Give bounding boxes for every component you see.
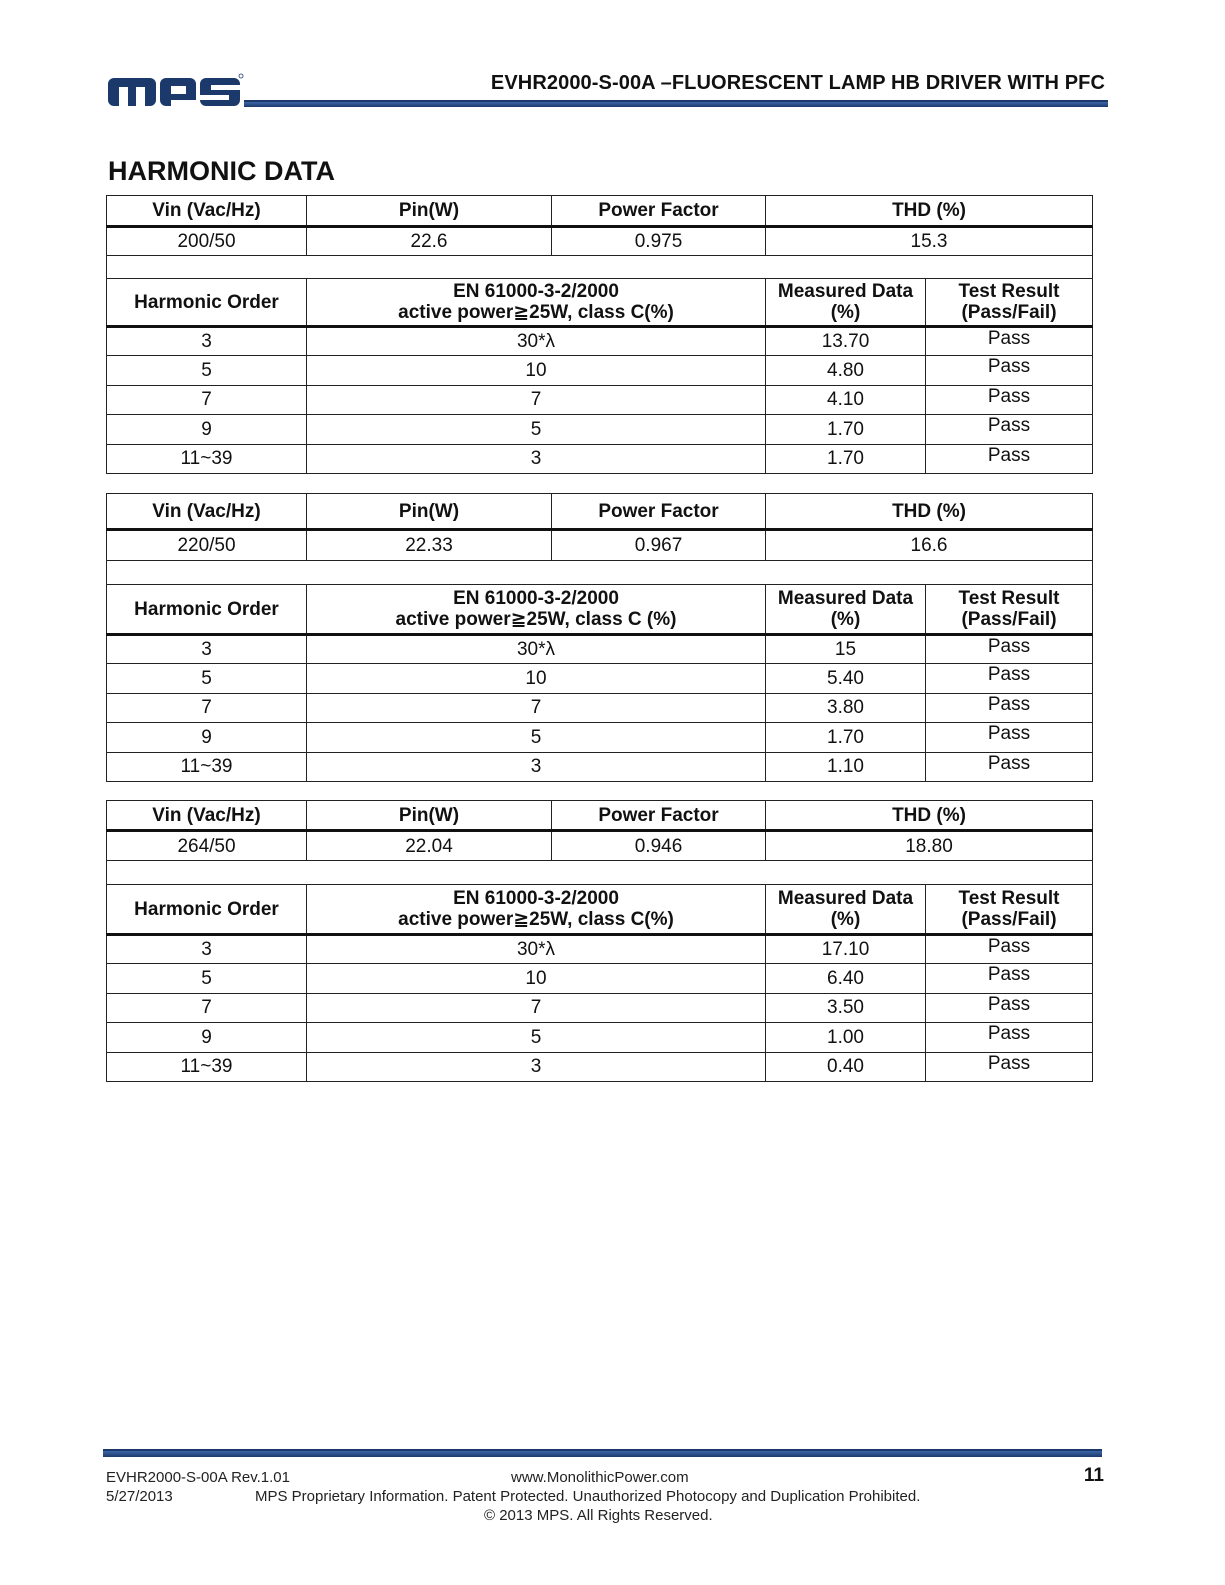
harmonic-table [106,195,1093,474]
limit-value: 10 [307,356,766,385]
harmonic-order: 5 [107,964,307,993]
spacer-row [107,561,1093,585]
footer-notice: MPS Proprietary Information. Patent Protected. Unauthorized Photocopy and Duplication Prohibited. [255,1488,921,1505]
test-result: Pass [926,415,1093,444]
harmonic-order: 7 [107,693,307,722]
summary-header: Power Factor [552,801,766,831]
limit-header [307,279,766,327]
table-row [107,935,1093,964]
summary-value: 200/50 [107,227,307,256]
summary-header: Power Factor [552,494,766,530]
harmonic-order: 3 [107,935,307,964]
test-result: Pass [926,964,1093,993]
spacer-row [107,256,1093,279]
limit-header-line1: EN 61000-3-2/2000 [453,588,619,609]
table-row [107,993,1093,1022]
result-header [926,279,1093,327]
limit-value: 5 [307,723,766,752]
summary-value: 264/50 [107,831,307,861]
test-result: Pass [926,693,1093,722]
limit-value: 30*λ [307,635,766,664]
summary-value: 220/50 [107,530,307,561]
table-row [107,1023,1093,1052]
measured-value: 4.80 [766,356,926,385]
harmonic-order: 11~39 [107,444,307,473]
harmonic-order: 3 [107,327,307,356]
table-row [107,964,1093,993]
harmonic-order: 5 [107,664,307,693]
measured-value: 17.10 [766,935,926,964]
measured-header-line1: Measured Data [777,588,914,609]
limit-value: 5 [307,415,766,444]
measured-value: 5.40 [766,664,926,693]
result-header-line2: (Pass/Fail) [961,302,1057,323]
measured-value: 4.10 [766,385,926,414]
summary-header: Power Factor [552,196,766,227]
summary-header: Pin(W) [307,801,552,831]
harmonic-order: 3 [107,635,307,664]
limit-value: 7 [307,993,766,1022]
test-result: Pass [926,1023,1093,1052]
test-result: Pass [926,385,1093,414]
measured-value: 1.70 [766,723,926,752]
limit-header-line2: active power≧25W, class C (%) [395,609,677,630]
test-result: Pass [926,327,1093,356]
limit-value: 30*λ [307,327,766,356]
footer-rule [103,1449,1102,1458]
limit-header [307,885,766,935]
limit-value: 3 [307,444,766,473]
mps-logo [108,70,244,108]
summary-value: 15.3 [766,227,1093,256]
summary-header: Vin (Vac/Hz) [107,494,307,530]
measured-value: 13.70 [766,327,926,356]
summary-header: Pin(W) [307,196,552,227]
measured-value: 3.80 [766,693,926,722]
limit-header-line1: EN 61000-3-2/2000 [453,281,619,302]
document-title: EVHR2000-S-00A –FLUORESCENT LAMP HB DRIVER WITH PFC [490,72,1105,94]
summary-value: 16.6 [766,530,1093,561]
result-header-line2: (Pass/Fail) [961,609,1057,630]
summary-header: THD (%) [766,494,1093,530]
table-row [107,1052,1093,1081]
harmonic-order: 11~39 [107,752,307,781]
limit-value: 3 [307,752,766,781]
summary-value: 0.975 [552,227,766,256]
summary-header: Vin (Vac/Hz) [107,196,307,227]
measured-value: 1.70 [766,415,926,444]
limit-value: 3 [307,1052,766,1081]
table-row [107,327,1093,356]
table-row [107,444,1093,473]
section-title: HARMONIC DATA [108,156,335,186]
table-row [107,356,1093,385]
measured-header [766,585,926,635]
result-header-line1: Test Result [958,588,1060,609]
limit-value: 10 [307,964,766,993]
summary-header: THD (%) [766,801,1093,831]
harmonic-order: 7 [107,385,307,414]
summary-value: 0.967 [552,530,766,561]
result-header [926,885,1093,935]
test-result: Pass [926,993,1093,1022]
measured-value: 6.40 [766,964,926,993]
harmonic-order: 7 [107,993,307,1022]
measured-header-line2: (%) [830,909,861,930]
measured-header-line1: Measured Data [777,281,914,302]
summary-value: 0.946 [552,831,766,861]
measured-header-line2: (%) [830,609,861,630]
result-header-line1: Test Result [958,281,1060,302]
test-result: Pass [926,752,1093,781]
harmonic-table [106,493,1093,782]
summary-value: 22.6 [307,227,552,256]
summary-header: THD (%) [766,196,1093,227]
measured-header-line2: (%) [830,302,861,323]
test-result: Pass [926,723,1093,752]
limit-value: 5 [307,1023,766,1052]
result-header-line1: Test Result [958,888,1060,909]
limit-value: 7 [307,693,766,722]
harmonic-order-header: Harmonic Order [107,279,307,327]
harmonic-order: 9 [107,415,307,444]
footer-url[interactable]: www.MonolithicPower.com [511,1469,689,1486]
limit-value: 7 [307,385,766,414]
test-result: Pass [926,635,1093,664]
limit-header-line1: EN 61000-3-2/2000 [453,888,619,909]
harmonic-table [106,800,1093,1082]
page-number: 11 [1083,1465,1104,1486]
harmonic-order: 5 [107,356,307,385]
header-rule [244,100,1108,108]
test-result: Pass [926,356,1093,385]
measured-header-line1: Measured Data [777,888,914,909]
table-row [107,723,1093,752]
harmonic-order-header: Harmonic Order [107,585,307,635]
test-result: Pass [926,664,1093,693]
summary-value: 22.04 [307,831,552,861]
summary-value: 18.80 [766,831,1093,861]
summary-value: 22.33 [307,530,552,561]
measured-value: 15 [766,635,926,664]
harmonic-order: 11~39 [107,1052,307,1081]
measured-header [766,885,926,935]
footer-date: 5/27/2013 [106,1488,173,1505]
footer-doc-rev: EVHR2000-S-00A Rev.1.01 [106,1469,290,1486]
table-row [107,693,1093,722]
harmonic-order: 9 [107,723,307,752]
limit-header-line2: active power≧25W, class C(%) [398,909,674,930]
measured-header [766,279,926,327]
limit-value: 30*λ [307,935,766,964]
footer-copyright: © 2013 MPS. All Rights Reserved. [484,1507,713,1524]
measured-value: 1.10 [766,752,926,781]
measured-value: 1.00 [766,1023,926,1052]
measured-value: 3.50 [766,993,926,1022]
result-header [926,585,1093,635]
table-row [107,385,1093,414]
result-header-line2: (Pass/Fail) [961,909,1057,930]
harmonic-order: 9 [107,1023,307,1052]
limit-header [307,585,766,635]
table-row [107,752,1093,781]
summary-header: Vin (Vac/Hz) [107,801,307,831]
table-row [107,635,1093,664]
limit-value: 10 [307,664,766,693]
summary-header: Pin(W) [307,494,552,530]
table-row [107,664,1093,693]
test-result: Pass [926,1052,1093,1081]
test-result: Pass [926,935,1093,964]
table-row [107,415,1093,444]
test-result: Pass [926,444,1093,473]
measured-value: 0.40 [766,1052,926,1081]
harmonic-order-header: Harmonic Order [107,885,307,935]
limit-header-line2: active power≧25W, class C(%) [398,302,674,323]
spacer-row [107,861,1093,885]
measured-value: 1.70 [766,444,926,473]
